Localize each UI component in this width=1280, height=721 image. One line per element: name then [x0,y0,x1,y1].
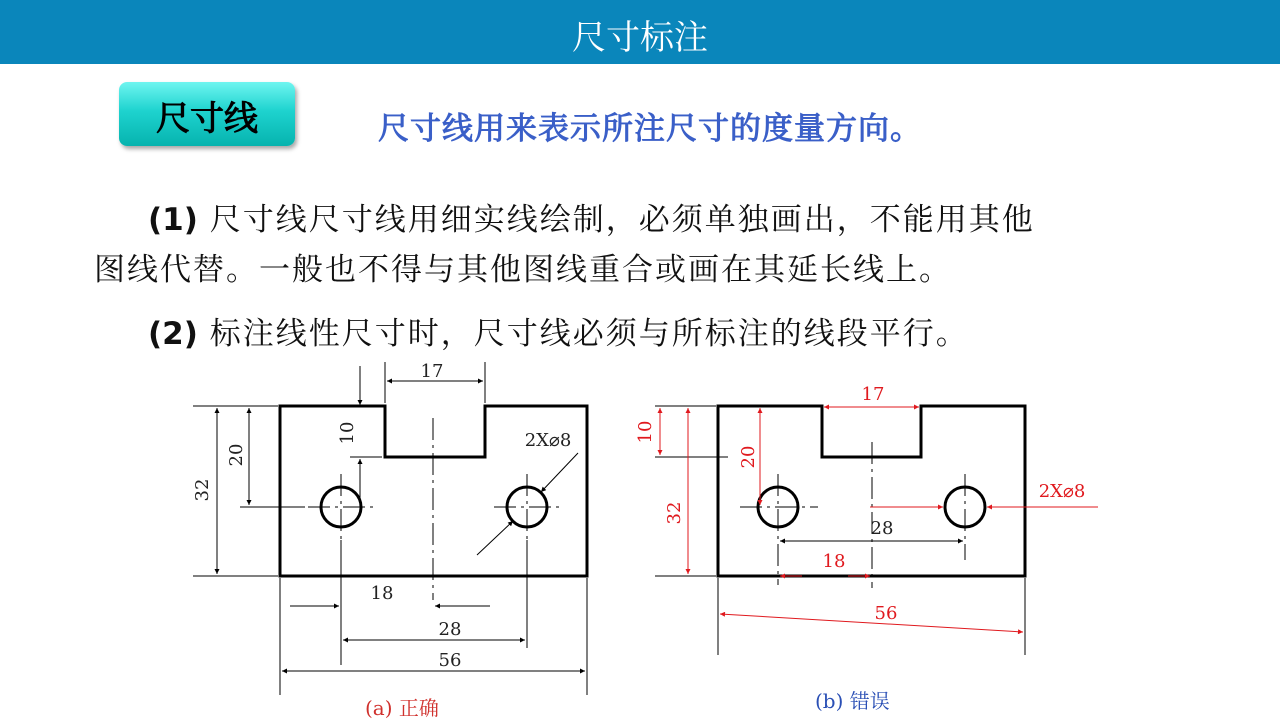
dim-a-18: 18 [370,583,394,604]
point-1-line-2: 图线代替。一般也不得与其他图线重合或画在其延长线上。 [94,252,952,288]
dim-b-10: 10 [635,420,656,444]
dim-a-10: 10 [337,421,358,445]
dim-b-17: 17 [861,384,885,405]
dim-b-28: 28 [870,518,894,539]
dim-b-hole: 2X⌀8 [1038,481,1086,502]
topic-tag-label: 尺寸线 [156,99,258,139]
point-2-text-1: 标注线性尺寸时，尺寸线必须与所标注的线段平行。 [209,316,969,352]
dim-b-56: 56 [874,603,898,624]
point-2-number: (2) [148,316,198,352]
page-title: 尺寸标注 [572,18,708,58]
dim-b-18: 18 [822,551,846,572]
dim-a-32: 32 [192,478,213,502]
dim-a-17: 17 [420,361,444,382]
dim-a-56: 56 [438,650,462,671]
point-1-number: (1) [148,202,198,238]
dim-a-28: 28 [438,619,462,640]
dim-a-20: 20 [226,443,247,467]
point-1-text-1: 尺寸线尺寸线用细实线绘制，必须单独画出，不能用其他 [209,202,1035,238]
dim-b-32: 32 [664,501,685,525]
dim-a-hole: 2X⌀8 [524,430,572,451]
figure-a-caption: (a) 正确 [365,696,439,720]
definition-text: 尺寸线用来表示所注尺寸的度量方向。 [378,111,922,147]
dim-b-20: 20 [738,445,759,469]
figure-b-caption: (b) 错误 [815,689,890,713]
